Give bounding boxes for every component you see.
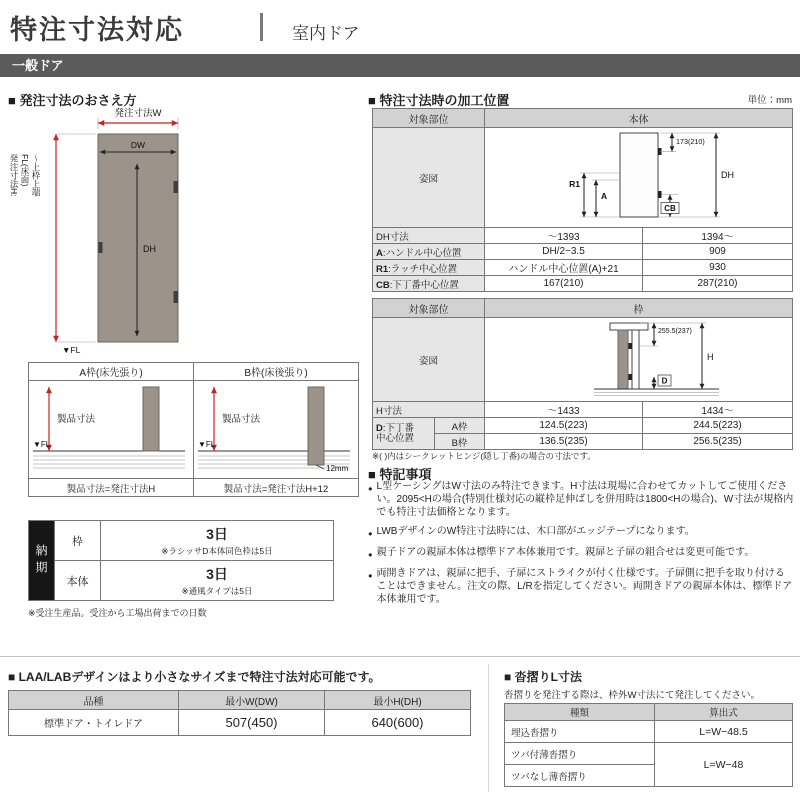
row-value: 909	[643, 244, 793, 260]
sub-label: A枠	[435, 418, 485, 434]
delivery-days: 3日	[206, 566, 228, 582]
door-leaf	[98, 134, 178, 342]
row-value: 〜1393	[485, 228, 643, 244]
door-outline	[620, 133, 658, 217]
hinge-icon	[628, 343, 632, 349]
ktz-type: ツバ付薄沓摺り	[505, 743, 655, 765]
dw-label: DW	[130, 140, 146, 150]
col-target-header: 本体	[485, 109, 793, 128]
delivery-part: 枠	[55, 521, 101, 561]
handle-icon	[99, 242, 103, 253]
note-item	[368, 525, 794, 540]
row-label: H寸法	[373, 402, 485, 418]
note-text: 両開きドアは、親扉に把手、子扉にストライクが付く仕様です。子扉側に把手を取り付けることはできません。注文の際、L/Rを指定してください。両開きドアの親扉本体は、標準ドア本体兼用です。	[376, 568, 793, 605]
row-label: CB:下丁番中心位置	[373, 276, 485, 292]
bullet-icon: ●	[368, 529, 373, 538]
laa-row-value: 507(450)	[179, 710, 325, 736]
delivery-label: 納期	[29, 521, 55, 601]
a-frame-formula: 製品寸法=発注寸法H	[29, 479, 194, 497]
special-notes-list	[368, 480, 794, 612]
offset-leader	[316, 465, 324, 469]
body-processing-table	[372, 108, 793, 292]
body-figure	[485, 128, 793, 228]
row-value: 1394〜	[643, 228, 793, 244]
laa-col-header: 最小H(DH)	[325, 691, 471, 710]
col-target-header: 枠	[485, 299, 793, 318]
unit-label: 単位：mm	[747, 95, 792, 106]
page-subtitle: 室内ドア	[292, 24, 360, 43]
row-value: 167(210)	[485, 276, 643, 292]
delivery-value-cell	[101, 521, 334, 561]
order-height-line: 〜上枠上端	[31, 154, 41, 197]
hinge-icon	[658, 191, 662, 198]
product-dim-label: 製品寸法	[57, 414, 96, 425]
frame-strip	[632, 330, 639, 389]
row-label: A:ハンドル中心位置	[373, 244, 485, 260]
col-part-header: 対象部位	[373, 299, 485, 318]
special-notes-heading: ■ 特記事項	[368, 467, 432, 482]
dh-dim-label: DH	[720, 170, 734, 180]
b-frame-formula: 製品寸法=発注寸法H+12	[194, 479, 359, 497]
secret-hinge-note: ※( )内はシークレットヒンジ(隠し丁番)の場合の寸法です。	[372, 451, 596, 461]
row-value: 136.5(235)	[485, 434, 643, 450]
row-value: 287(210)	[643, 276, 793, 292]
figure-label: 姿図	[373, 318, 485, 402]
bullet-icon: ●	[368, 484, 373, 493]
delivery-footnote: ※受注生産品。受注から工場出荷までの日数	[28, 608, 207, 618]
d-row-label: D:下丁番 中心位置	[373, 418, 435, 450]
delivery-note: ※通風タイプは5日	[181, 586, 253, 596]
note-text: 親子ドアの親扉本体は標準ドア本体兼用です。親扉と子扉の組合せは変更可能です。	[376, 547, 755, 558]
fl-label: ▼FL	[33, 440, 51, 449]
note-text: LWBデザインのW特注寸法時には、木口部がエッジテープになります。	[376, 526, 695, 537]
fl-label: ▼FL	[62, 345, 81, 355]
sub-label: B枠	[435, 434, 485, 450]
door-strip	[143, 387, 159, 451]
note-item	[368, 480, 794, 519]
bullet-icon: ●	[368, 550, 373, 559]
row-value: 244.5(223)	[643, 418, 793, 434]
a-frame-figure	[29, 381, 194, 479]
frame-processing-table	[372, 298, 793, 450]
hinge-icon	[174, 291, 179, 303]
bottom-divider	[0, 656, 800, 657]
note-text: L型ケーシングはW寸法のみ特注できます。H寸法は現場に合わせてカットしてご使用ください。2095<Hの場合(特別仕様対応の縦枠足伸ばしを併用時は1800<Hの場合)、W寸法が規格内でも特注寸法価格となります。	[376, 481, 794, 518]
h-dim-label: H	[706, 352, 713, 362]
b-frame-figure	[194, 381, 359, 479]
note-item	[368, 546, 794, 561]
delivery-value-cell	[101, 561, 334, 601]
hinge-icon	[174, 181, 179, 193]
frame-figure	[485, 318, 793, 402]
bullet-icon: ●	[368, 571, 373, 580]
order-height-line: 発注寸法H:	[9, 154, 19, 197]
header-divider	[260, 13, 263, 41]
order-width-label: 発注寸法W	[114, 108, 162, 119]
r1-label: R1	[568, 179, 580, 189]
top-hinge-dim-label: 173(210)	[675, 137, 705, 146]
figure-label: 姿図	[373, 128, 485, 228]
product-dim-label: 製品寸法	[222, 414, 261, 425]
laa-row-name: 標準ドア・トイレドア	[9, 710, 179, 736]
a-label: A	[600, 191, 607, 201]
row-value: 1434〜	[643, 402, 793, 418]
head-frame	[610, 323, 648, 330]
category-band: 一般ドア	[0, 54, 800, 77]
order-height-label	[8, 154, 41, 334]
row-value: 〜1433	[485, 402, 643, 418]
kutsuzuri-heading: ■ 沓摺りL寸法	[504, 670, 582, 684]
page-title: 特注寸法対応	[10, 15, 184, 45]
b-frame-header: B枠(床後張り)	[194, 363, 359, 381]
note-item	[368, 567, 794, 606]
laa-col-header: 最小W(DW)	[179, 691, 325, 710]
row-value: DH/2−3.5	[485, 244, 643, 260]
door-order-diagram	[8, 106, 243, 358]
laa-row-value: 640(600)	[325, 710, 471, 736]
row-value: ハンドル中心位置(A)+21	[485, 260, 643, 276]
row-label: R1:ラッチ中心位置	[373, 260, 485, 276]
laa-min-size-table	[8, 690, 471, 736]
hinge-icon	[628, 374, 632, 380]
cb-label: CB	[663, 204, 676, 213]
ktz-col-header: 算出式	[655, 704, 793, 721]
row-value: 930	[643, 260, 793, 276]
row-label: DH寸法	[373, 228, 485, 244]
col-part-header: 対象部位	[373, 109, 485, 128]
laa-heading: ■ LAA/LABデザインはより小さなサイズまで特注寸法対応可能です。	[8, 670, 381, 684]
processing-heading: ■ 特注寸法時の加工位置	[368, 93, 510, 108]
door-diagram-svg	[8, 106, 243, 358]
d-label: D	[661, 376, 667, 386]
a-frame-header: A枠(床先張り)	[29, 363, 194, 381]
row-value: 256.5(235)	[643, 434, 793, 450]
ktz-col-header: 種類	[505, 704, 655, 721]
order-height-line: FL(床面)	[20, 154, 30, 187]
row-value: 124.5(223)	[485, 418, 643, 434]
ktz-type: 埋込沓摺り	[505, 721, 655, 743]
door-strip	[308, 387, 324, 465]
kutsuzuri-note: 沓摺りを発注する際は、枠外W寸法にて発注してください。	[504, 690, 760, 701]
kutsuzuri-table	[504, 703, 793, 787]
frame-comparison-table	[28, 362, 359, 497]
delivery-note: ※ラシッサD本体同色枠は5日	[161, 546, 273, 556]
delivery-part: 本体	[55, 561, 101, 601]
dh-label: DH	[143, 244, 156, 254]
fl-label: ▼FL	[198, 440, 216, 449]
top-hinge-dim-label: 255.5(237)	[657, 328, 692, 335]
bottom-vertical-divider	[488, 664, 489, 792]
ktz-formula: L=W−48.5	[655, 721, 793, 743]
ktz-formula: L=W−48	[655, 743, 793, 787]
laa-col-header: 品種	[9, 691, 179, 710]
delivery-days: 3日	[206, 526, 228, 542]
offset-label: 12mm	[326, 464, 349, 473]
ktz-type: ツバなし薄沓摺り	[505, 765, 655, 787]
order-method-heading: ■ 発注寸法のおさえ方	[8, 93, 137, 108]
delivery-table	[28, 520, 334, 601]
